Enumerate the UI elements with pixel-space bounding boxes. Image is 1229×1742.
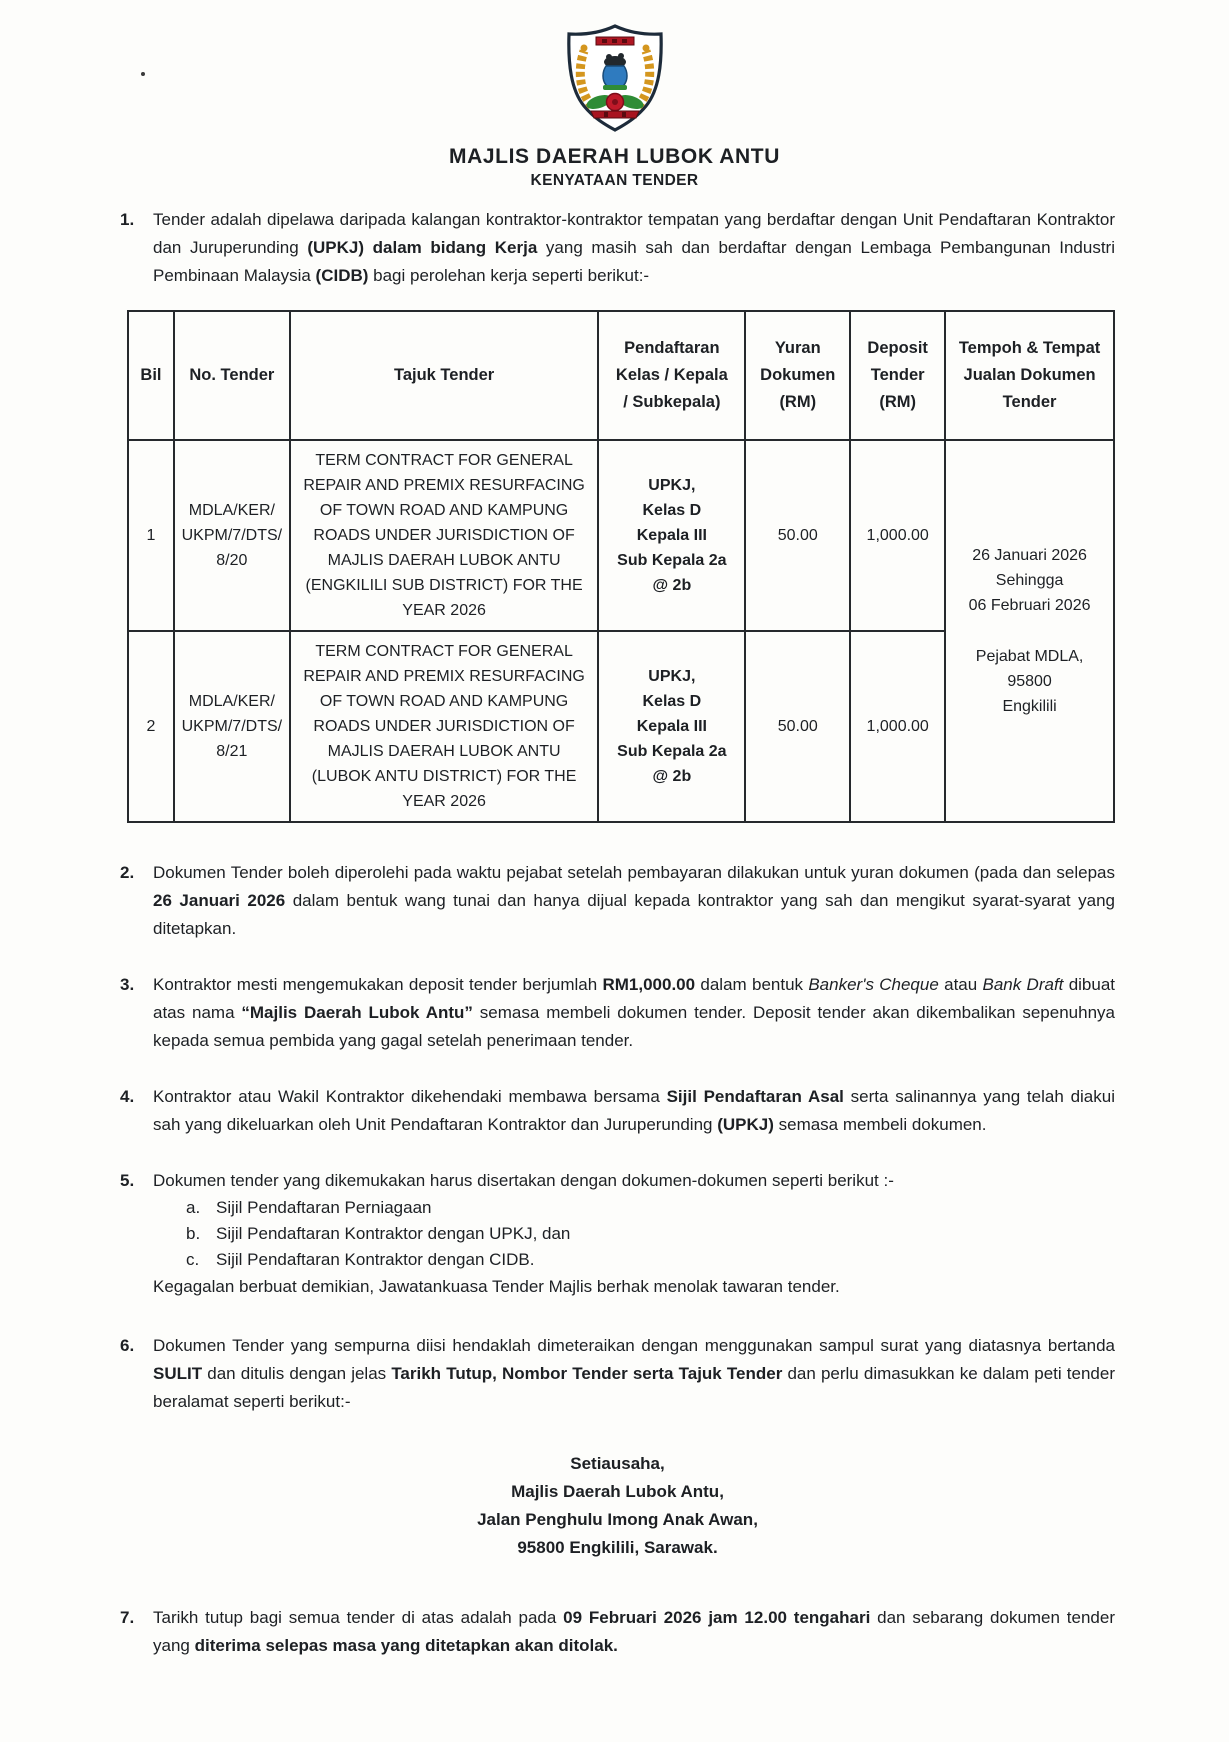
item-text [153,1167,1115,1300]
tender-title-cell: TERM CONTRACT FOR GENERAL REPAIR AND PREMIX RESURFACING OF TOWN ROAD AND KAMPUNG ROADS UNDER JURISDICTION OF MAJLIS DAERAH LUBOK ANTU (LUBOK ANTU DISTRICT) FOR THE YEAR 2026 [290,631,599,822]
col-header-pendaftaran: Pendaftaran Kelas / Kepala / Subkepala) [598,311,745,440]
sub-item-letter: a. [186,1198,201,1217]
sub-item-b [153,1221,1115,1247]
sub-item-text: Sijil Pendaftaran Kontraktor dengan UPKJ, dan [216,1224,571,1243]
item-number: 3. [120,975,135,994]
mailing-address: Setiausaha, Majlis Daerah Lubok Antu, Jalan Penghulu Imong Anak Awan, 95800 Engkilili, Sarawak. [477,1454,758,1557]
sub-item-text: Sijil Pendaftaran Perniagaan [216,1198,432,1217]
table-row-1 [128,440,1114,631]
required-documents-list [153,1195,1115,1273]
list-item-5 [120,1167,1115,1300]
item-number: 1. [120,210,135,229]
col-header-yuran-dokumen: Yuran Dokumen (RM) [745,311,850,440]
sale-period: 26 Januari 2026 Sehingga 06 Februari 2026 [968,547,1091,614]
item-5-footnote: Kegagalan berbuat demikian, Jawatankuasa Tender Majlis berhak menolak tawaran tender. [153,1277,840,1296]
scan-dot-artifact [141,72,145,76]
crest-icon [540,22,690,134]
deposit-cell: 1,000.00 [850,440,945,631]
sale-period-venue-cell [945,440,1114,822]
deposit-cell: 1,000.00 [850,631,945,822]
item-number: 7. [120,1608,135,1627]
item-number: 5. [120,1171,135,1190]
sub-item-c [153,1247,1115,1273]
item-text: Tarikh tutup bagi semua tender di atas adalah pada 09 Februari 2026 jam 12.00 tengahari dan sebarang dokumen tender yang diterima selepas masa yang ditetapkan akan ditolak. [153,1608,1115,1655]
item-text: Dokumen Tender yang sempurna diisi hendaklah dimeteraikan dengan menggunakan sampul surat yang diatasnya bertanda SULIT dan ditulis dengan jelas Tarikh Tutup, Nombor Tender serta Tajuk Tender dan perlu dimasukkan ke dalam peti tender beralamat seperti berikut:- [153,1336,1115,1411]
table-header-row [128,311,1114,440]
col-header-no-tender: No. Tender [174,311,290,440]
tender-table [127,310,1115,823]
item-number: 6. [120,1336,135,1355]
col-header-tajuk-tender: Tajuk Tender [290,311,599,440]
sub-item-text: Sijil Pendaftaran Kontraktor dengan CIDB. [216,1250,535,1269]
tender-title-cell: TERM CONTRACT FOR GENERAL REPAIR AND PREMIX RESURFACING OF TOWN ROAD AND KAMPUNG ROADS UNDER JURISDICTION OF MAJLIS DAERAH LUBOK ANTU (ENGKILILI SUB DISTRICT) FOR THE YEAR 2026 [290,440,599,631]
item-number: 4. [120,1087,135,1106]
item-text: Kontraktor atau Wakil Kontraktor dikehendaki membawa bersama Sijil Pendaftaran Asal serta salinannya yang telah diakui sah yang dikeluarkan oleh Unit Pendaftaran Kontraktor dan Juruperunding (UPKJ) semasa membeli dokumen. [153,1087,1115,1134]
tender-no-cell: MDLA/KER/ UKPM/7/DTS/ 8/21 [174,631,290,822]
document-fee-cell: 50.00 [745,440,850,631]
bil-cell: 2 [128,631,174,822]
col-header-tempoh-tempat: Tempoh & Tempat Jualan Dokumen Tender [945,311,1114,440]
list-item-2 [120,859,1115,943]
item-number: 2. [120,863,135,882]
sub-item-a [153,1195,1115,1221]
list-item-1 [120,206,1115,290]
item-text: Kontraktor mesti mengemukakan deposit tender berjumlah RM1,000.00 dalam bentuk Banker's Cheque atau Bank Draft dibuat atas nama “Majlis Daerah Lubok Antu” semasa membeli dokumen tender. Deposit tender akan dikembalikan sepenuhnya kepada semua pembida yang gagal setelah penerimaan tender. [153,975,1116,1050]
registration-class-cell: UPKJ, Kelas D Kepala III Sub Kepala 2a @ 2b [598,631,745,822]
list-item-7 [120,1604,1115,1660]
item-text: Tender adalah dipelawa daripada kalangan kontraktor-kontraktor tempatan yang berdaftar dengan Unit Pendaftaran Kontraktor dan Juruperunding (UPKJ) dalam bidang Kerja yang masih sah dan berdaftar dengan Lembaga Pembangunan Industri Pembinaan Malaysia (CIDB) bagi perolehan kerja seperti berikut:- [153,210,1115,285]
col-header-deposit-tender: Deposit Tender (RM) [850,311,945,440]
council-crest-logo [0,0,1229,139]
list-item-3 [120,971,1115,1055]
sub-item-letter: b. [186,1224,201,1243]
sale-venue: Pejabat MDLA, 95800 Engkilili [975,648,1084,715]
list-item-6 [120,1332,1115,1416]
item-text: Dokumen Tender boleh diperolehi pada waktu pejabat setelah pembayaran dilakukan untuk yuran dokumen (pada dan selepas 26 Januari 2026 dalam bentuk wang tunai dan hanya dijual kepada kontraktor yang sah dan mengikut syarat-syarat yang ditetapkan. [153,863,1115,938]
tender-no-cell: MDLA/KER/ UKPM/7/DTS/ 8/20 [174,440,290,631]
sub-item-letter: c. [186,1250,200,1269]
bil-cell: 1 [128,440,174,631]
list-item-4 [120,1083,1115,1139]
registration-class-cell: UPKJ, Kelas D Kepala III Sub Kepala 2a @ 2b [598,440,745,631]
col-header-bil: Bil [128,311,174,440]
document-fee-cell: 50.00 [745,631,850,822]
page-subtitle: KENYATAAN TENDER [530,172,699,189]
page-title: MAJLIS DAERAH LUBOK ANTU [449,145,780,168]
item-5-lead: Dokumen tender yang dikemukakan harus disertakan dengan dokumen-dokumen seperti berikut :- [153,1171,894,1190]
